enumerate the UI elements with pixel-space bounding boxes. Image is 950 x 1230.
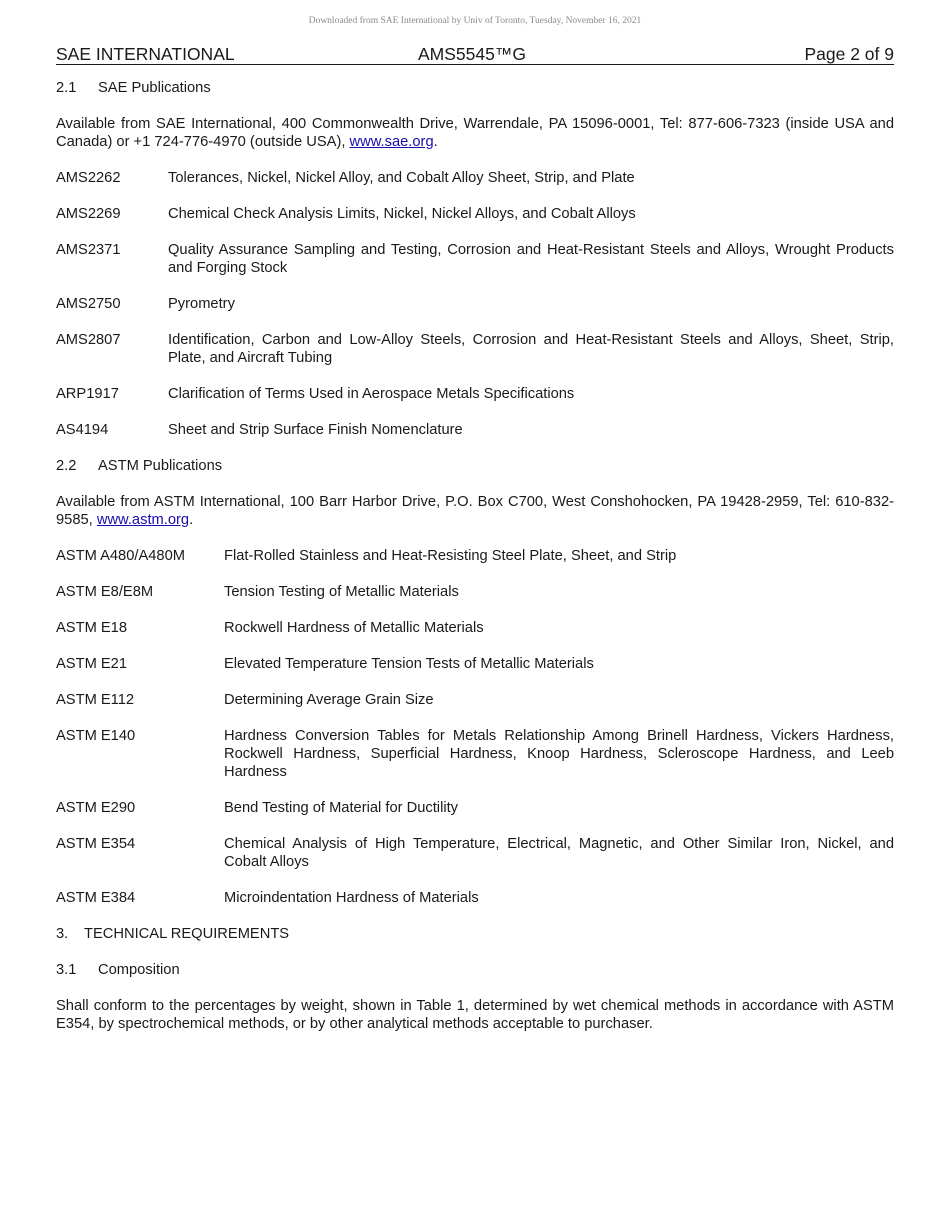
- reference-row: [56, 169, 894, 187]
- section-number: 2.2: [56, 458, 77, 474]
- reference-row: [56, 583, 894, 601]
- section-heading-2-1: [56, 79, 894, 97]
- reference-title: Chemical Check Analysis Limits, Nickel, Nickel Alloys, and Cobalt Alloys: [168, 206, 636, 222]
- header-doc-id: AMS5545™G: [418, 44, 526, 64]
- trailing-period: .: [433, 134, 438, 150]
- section-title: ASTM Publications: [98, 458, 223, 474]
- reference-row: [56, 691, 894, 709]
- document-body: [56, 79, 894, 1051]
- section-number: 3.1: [56, 962, 77, 978]
- reference-row: [56, 241, 894, 277]
- reference-title: Quality Assurance Sampling and Testing, Corrosion and Heat-Resistant Steels and Alloys, Wrought Products and Forging Stock: [168, 242, 894, 276]
- reference-code: AMS2269: [56, 206, 121, 222]
- astm-availability-paragraph: [56, 493, 894, 529]
- availability-text: Available from SAE International, 400 Commonwealth Drive, Warrendale, PA 15096-0001, Tel: 877-606-7323 (inside USA and Canada) or +1 724-776-4970 (outside USA),: [56, 116, 894, 150]
- reference-title: Elevated Temperature Tension Tests of Metallic Materials: [224, 656, 594, 672]
- reference-code: ASTM E354: [56, 836, 136, 852]
- reference-title: Flat-Rolled Stainless and Heat-Resisting Steel Plate, Sheet, and Strip: [224, 548, 677, 564]
- reference-code: ASTM E112: [56, 692, 135, 708]
- astm-website-link[interactable]: www.astm.org: [96, 512, 190, 528]
- reference-row: [56, 421, 894, 439]
- sae-availability-paragraph: [56, 115, 894, 151]
- astm-reference-list: [56, 547, 894, 907]
- reference-code: AMS2750: [56, 296, 121, 312]
- section-title: Composition: [98, 962, 180, 978]
- reference-code: ARP1917: [56, 386, 119, 402]
- reference-row: [56, 655, 894, 673]
- availability-text: Available from ASTM International, 100 Barr Harbor Drive, P.O. Box C700, West Conshohocken, PA 19428-2959, Tel: 610-832-9585,: [56, 494, 894, 528]
- composition-paragraph: Shall conform to the percentages by weight, shown in Table 1, determined by wet chemical methods in accordance with ASTM E354, by spectrochemical methods, or by other analytical methods acceptable to purchaser.: [56, 998, 894, 1032]
- reference-title: Microindentation Hardness of Materials: [224, 890, 479, 906]
- reference-title: Chemical Analysis of High Temperature, Electrical, Magnetic, and Other Similar Iron, Nickel, and Cobalt Alloys: [224, 836, 894, 870]
- reference-code: ASTM A480/A480M: [56, 548, 185, 564]
- reference-row: [56, 385, 894, 403]
- download-watermark: Downloaded from SAE International by Univ of Toronto, Tuesday, November 16, 2021: [308, 16, 642, 26]
- section-heading-2-2: [56, 457, 894, 475]
- reference-title: Pyrometry: [168, 296, 235, 312]
- page-header: [56, 44, 894, 65]
- header-page-number: Page 2 of 9: [804, 44, 894, 64]
- reference-row: [56, 835, 894, 871]
- reference-row: [56, 295, 894, 313]
- reference-title: Rockwell Hardness of Metallic Materials: [224, 620, 484, 636]
- sae-website-link[interactable]: www.sae.org: [349, 134, 434, 150]
- reference-title: Determining Average Grain Size: [224, 692, 434, 708]
- trailing-period: .: [189, 512, 194, 528]
- section-title: SAE Publications: [98, 80, 211, 96]
- reference-title: Tension Testing of Metallic Materials: [224, 584, 459, 600]
- header-org: SAE INTERNATIONAL: [56, 44, 235, 64]
- section-heading-3-1: [56, 961, 894, 979]
- reference-code: ASTM E18: [56, 620, 128, 636]
- reference-row: [56, 619, 894, 637]
- reference-row: [56, 547, 894, 565]
- reference-title: Tolerances, Nickel, Nickel Alloy, and Cobalt Alloy Sheet, Strip, and Plate: [168, 170, 635, 186]
- reference-row: [56, 799, 894, 817]
- reference-row: [56, 727, 894, 781]
- reference-code: ASTM E140: [56, 728, 136, 744]
- reference-code: AMS2371: [56, 242, 121, 258]
- reference-code: ASTM E8/E8M: [56, 584, 154, 600]
- reference-title: Clarification of Terms Used in Aerospace Metals Specifications: [168, 386, 575, 402]
- reference-code: ASTM E290: [56, 800, 136, 816]
- reference-title: Bend Testing of Material for Ductility: [224, 800, 459, 816]
- sae-reference-list: [56, 169, 894, 439]
- section-title: TECHNICAL REQUIREMENTS: [84, 926, 290, 942]
- section-number: 2.1: [56, 80, 77, 96]
- reference-title: Identification, Carbon and Low-Alloy Steels, Corrosion and Heat-Resistant Steels and Alloys, Sheet, Strip, Plate, and Aircraft Tubing: [168, 332, 894, 366]
- reference-row: [56, 331, 894, 367]
- reference-code: ASTM E384: [56, 890, 136, 906]
- reference-title: Hardness Conversion Tables for Metals Relationship Among Brinell Hardness, Vickers Hardness, Rockwell Hardness, Superficial Hardness, Knoop Hardness, Scleroscope Hardness, and Leeb Hardness: [224, 728, 894, 780]
- reference-code: AMS2262: [56, 170, 121, 186]
- reference-row: [56, 205, 894, 223]
- reference-row: [56, 889, 894, 907]
- section-number: 3.: [56, 926, 69, 942]
- reference-code: AS4194: [56, 422, 109, 438]
- reference-code: ASTM E21: [56, 656, 128, 672]
- reference-code: AMS2807: [56, 332, 121, 348]
- reference-title: Sheet and Strip Surface Finish Nomenclature: [168, 422, 463, 438]
- section-heading-3: [56, 925, 894, 943]
